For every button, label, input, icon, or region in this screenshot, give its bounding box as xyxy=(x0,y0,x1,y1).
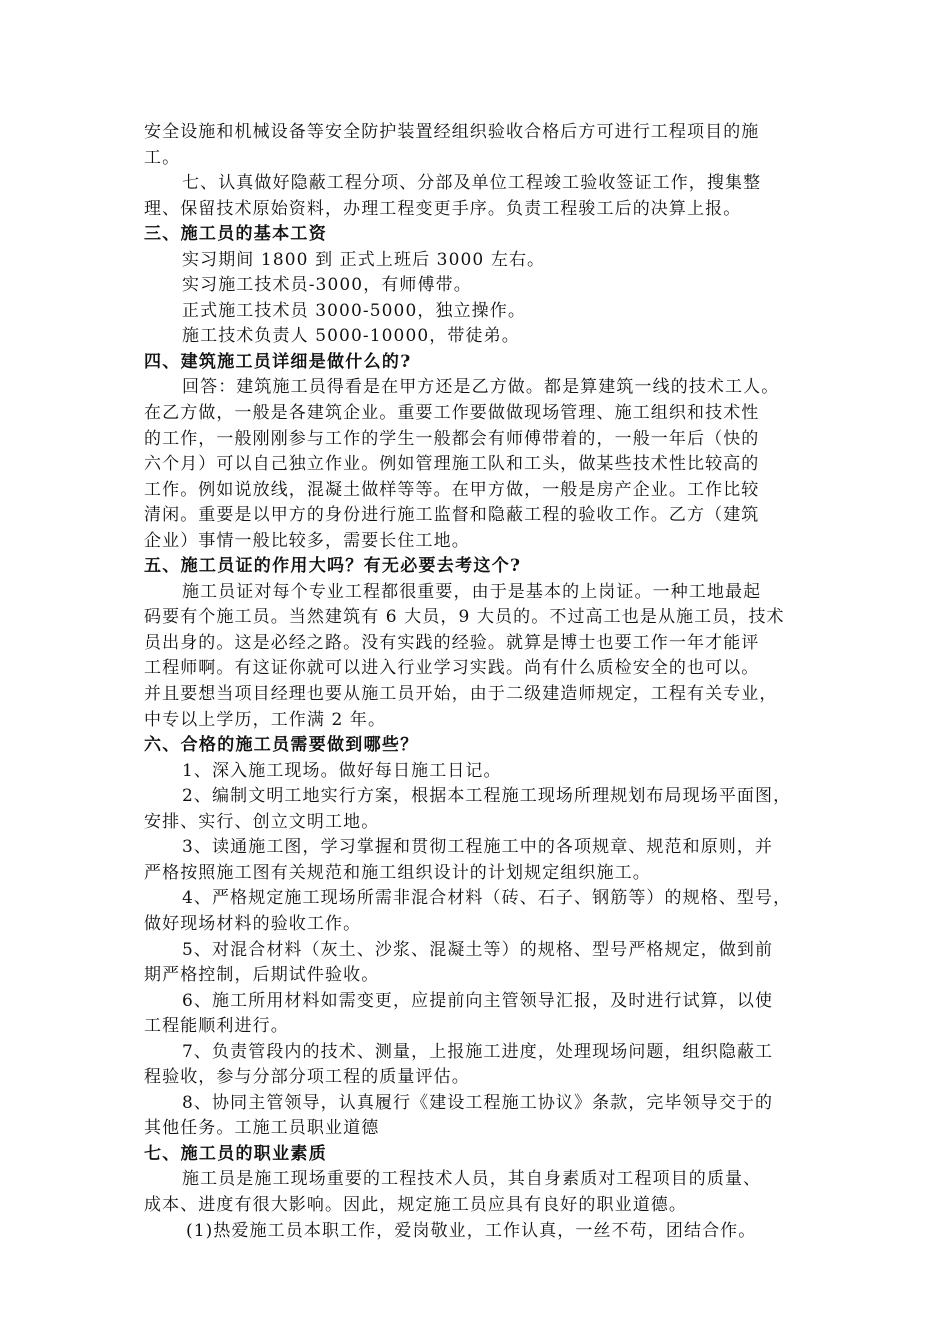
paragraph-line: 正式施工技术员 3000-5000，独立操作。 xyxy=(182,300,526,321)
paragraph-line: 七、认真做好隐蔽工程分项、分部及单位工程竣工验收签证工作，搜集整 xyxy=(182,173,762,194)
paragraph-line: 在乙方做，一般是各建筑企业。重要工作要做做现场管理、施工组织和技术性 xyxy=(144,403,760,424)
paragraph-line: 员出身的。这是必经之路。没有实践的经验。就算是博士也要工作一年才能评 xyxy=(144,632,760,653)
paragraph-line: 企业）事情一般比较多，需要长住工地。 xyxy=(144,530,470,551)
paragraph-line: 期严格控制，后期试件验收。 xyxy=(144,965,380,986)
paragraph-line: 安排、实行、创立文明工地。 xyxy=(144,811,380,832)
paragraph-line: 其他任务。工施工员职业道德 xyxy=(144,1118,380,1139)
list-item: 1、深入施工现场。做好每日施工日记。 xyxy=(182,760,502,781)
paragraph-line: 施工员证对每个专业工程都很重要，由于是基本的上岗证。一种工地最起 xyxy=(182,581,762,602)
paragraph-line: 回答：建筑施工员得看是在甲方还是乙方做。都是算建筑一线的技术工人。 xyxy=(182,377,780,398)
section-heading: 三、施工员的基本工资 xyxy=(144,224,327,245)
document-body xyxy=(144,120,824,1244)
paragraph-line: 实习期间 1800 到 正式上班后 3000 左右。 xyxy=(182,249,546,270)
list-item: 3、读通施工图，学习掌握和贯彻工程施工中的各项规章、规范和原则，并 xyxy=(182,837,774,858)
list-item: 7、负责管段内的技术、测量，上报施工进度，处理现场问题，组织隐蔽工 xyxy=(182,1041,774,1062)
paragraph-line: 做好现场材料的验收工作。 xyxy=(144,913,362,934)
paragraph-line: 施工员是施工现场重要的工程技术人员，其自身素质对工程项目的质量、 xyxy=(182,1169,762,1190)
paragraph-line: 成本、进度有很大影响。因此，规定施工员应具有良好的职业道德。 xyxy=(144,1194,687,1215)
list-item: 8、协同主管领导，认真履行《建设工程施工协议》条款，完毕领导交于的 xyxy=(182,1092,774,1113)
list-item: 5、对混合材料（灰土、沙浆、混凝土等）的规格、型号严格规定，做到前 xyxy=(182,939,774,960)
list-item: 6、施工所用材料如需变更，应提前向主管领导汇报，及时进行试算，以使 xyxy=(182,990,774,1011)
paragraph-line: 工作。例如说放线，混凝土做样等等。在甲方做，一般是房产企业。工作比较 xyxy=(144,479,760,500)
paragraph-line: 码要有个施工员。当然建筑有 6 大员，9 大员的。不过高工也是从施工员，技术 xyxy=(144,607,785,628)
paragraph-line: 施工技术负责人 5000-10000，带徒弟。 xyxy=(182,326,520,347)
paragraph-line: 实习施工技术员-3000，有师傅带。 xyxy=(182,275,472,296)
paragraph-line: 工。 xyxy=(144,147,181,168)
section-heading: 四、建筑施工员详细是做什么的? xyxy=(144,351,412,372)
paragraph-line: 并且要想当项目经理也要从施工员开始，由于二级建造师规定，工程有关专业， xyxy=(144,684,778,705)
paragraph-line: 中专以上学历，工作满 2 年。 xyxy=(144,709,387,730)
section-heading: 五、施工员证的作用大吗？有无必要去考这个? xyxy=(144,556,522,577)
paragraph-line: 六个月）可以自己独立作业。例如管理施工队和工头，做某些技术性比较高的 xyxy=(144,454,760,475)
paragraph-line: 工程师啊。有这证你就可以进入行业学习实践。尚有什么质检安全的也可以。 xyxy=(144,658,760,679)
section-heading: 七、施工员的职业素质 xyxy=(144,1143,327,1164)
paragraph-line: 安全设施和机械设备等安全防护装置经组织验收合格后方可进行工程项目的施 xyxy=(144,122,760,142)
paragraph-line: 严格按照施工图有关规范和施工组织设计的计划规定组织施工。 xyxy=(144,862,651,883)
paragraph-line: 清闲。重要是以甲方的身份进行施工监督和隐蔽工程的验收工作。乙方（建筑 xyxy=(144,505,760,526)
paragraph-line: 工程能顺利进行。 xyxy=(144,1016,289,1037)
paragraph-line: 理、保留技术原始资料，办理工程变更手序。负责工程骏工后的决算上报。 xyxy=(144,198,742,219)
section-heading: 六、合格的施工员需要做到哪些？ xyxy=(144,735,419,756)
list-item: 4、严格规定施工现场所需非混合材料（砖、石子、钢筋等）的规格、型号， xyxy=(182,888,792,909)
list-item: (1)热爱施工员本职工作，爱岗敬业，工作认真，一丝不苟，团结合作。 xyxy=(186,1220,757,1241)
paragraph-line: 程验收，参与分部分项工程的质量评估。 xyxy=(144,1067,470,1088)
list-item: 2、编制文明工地实行方案，根据本工程施工现场所理规划布局现场平面图， xyxy=(182,786,792,807)
paragraph-line: 的工作，一般刚刚参与工作的学生一般都会有师傅带着的，一般一年后（快的 xyxy=(144,428,760,449)
